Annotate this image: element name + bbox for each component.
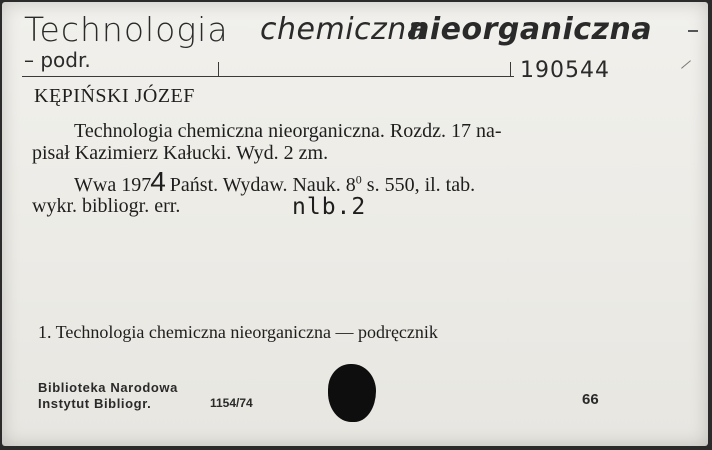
imprint-publisher: Państ. Wydaw. Nauk. 8: [164, 174, 356, 196]
punch-hole: [328, 364, 376, 422]
catalog-card: [2, 2, 708, 446]
subject-heading: 1. Technologia chemiczna nieorganiczna — podręcznik: [38, 322, 438, 342]
shelf-signature: nlb.2: [292, 194, 367, 220]
page-number: 66: [582, 391, 599, 408]
underline-tick: [218, 62, 219, 76]
imprint-pages: s. 550, il. tab.: [361, 174, 476, 196]
underline-tick: [510, 62, 511, 76]
handwritten-inventory-number: 190544: [520, 58, 610, 83]
imprint-corrected-digit: 4: [150, 166, 166, 197]
heading-underline: [22, 76, 514, 77]
card-code: 1154/74: [210, 396, 253, 410]
imprint-place-year: Wwa 197: [74, 174, 152, 196]
handwritten-title-technologia: Technologia: [24, 10, 229, 49]
imprint-line-1: [74, 166, 476, 197]
library-name-line-1: Biblioteka Narodowa: [38, 380, 178, 395]
handwritten-title-chemiczna: chemiczna: [260, 12, 426, 47]
handwritten-subtitle: – podr.: [24, 48, 91, 72]
title-line-1: Technologia chemiczna nieorganiczna. Rozdz. 17 na-: [74, 120, 502, 142]
margin-pencil-mark: [688, 30, 698, 32]
author-heading: KĘPIŃSKI JÓZEF: [34, 85, 195, 107]
handwritten-title-nieorganiczna: nieorganiczna: [408, 12, 653, 47]
imprint-line-2: wykr. bibliogr. err.: [32, 195, 181, 217]
margin-pencil-slash: [681, 60, 691, 68]
library-name-line-2: Instytut Bibliogr.: [38, 396, 152, 411]
title-line-2: pisał Kazimierz Kałucki. Wyd. 2 zm.: [32, 142, 329, 164]
imprint-format-superscript: 0: [355, 172, 362, 187]
